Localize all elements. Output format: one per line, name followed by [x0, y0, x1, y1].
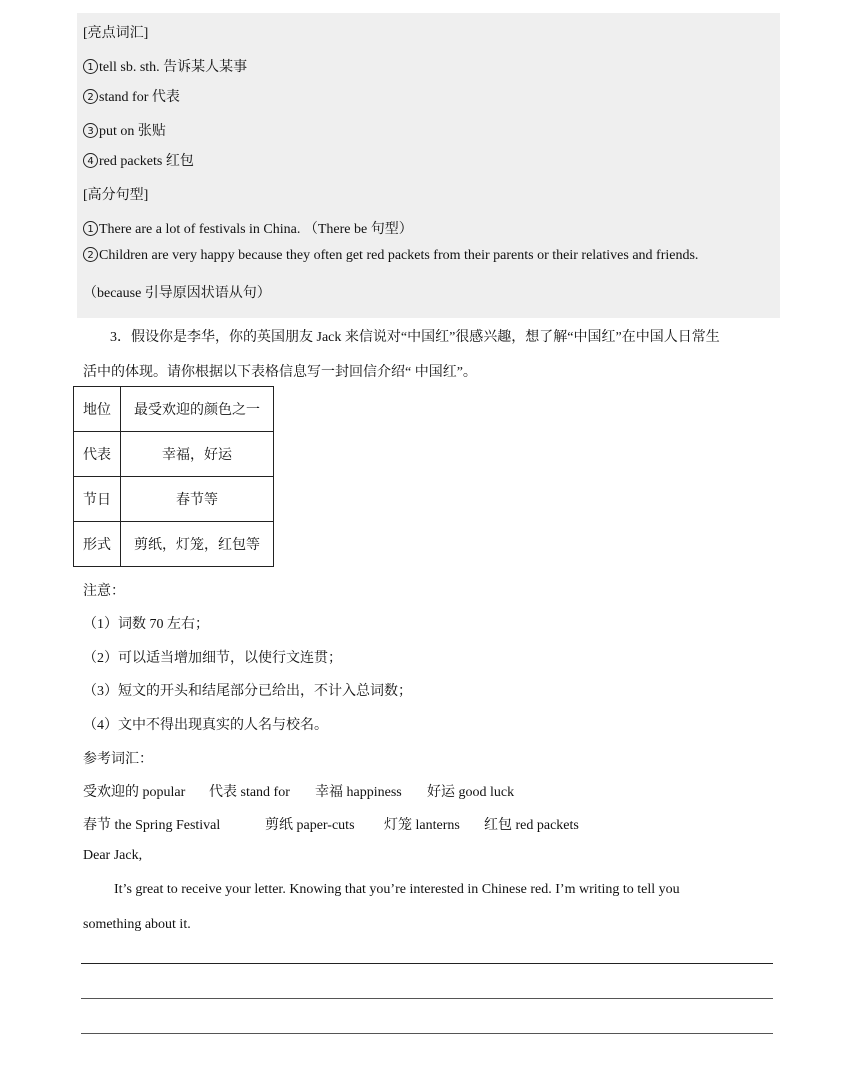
reference-header: 参考词汇： — [83, 752, 153, 767]
letter-paragraph-line: It’s great to receive your letter. Knowing that you’re interested in Chinese red. I’m writing to tell you — [114, 882, 680, 897]
sentence-text: Children are very happy because they often get red packets from their parents or their relatives and friends. — [99, 248, 699, 263]
vocab-item — [83, 86, 180, 106]
sentence-header: [高分句型] — [83, 188, 149, 203]
reference-term: 剪纸 paper-cuts — [265, 818, 355, 833]
info-table — [73, 386, 274, 567]
table-key: 节日 — [74, 477, 121, 522]
table-value: 春节等 — [121, 477, 274, 522]
vocab-text: tell sb. sth. 告诉某人某事 — [99, 60, 248, 75]
reference-term: 灯笼 lanterns — [384, 818, 460, 833]
vocab-header: [亮点词汇] — [83, 26, 149, 41]
reference-term: 代表 stand for — [209, 785, 290, 800]
circled-number: 2 — [83, 89, 98, 104]
table-key: 代表 — [74, 432, 121, 477]
vocab-text: red packets 红包 — [99, 154, 194, 169]
answer-line[interactable] — [81, 1033, 773, 1034]
note-item: （2）可以适当增加细节，以使行文连贯； — [83, 651, 342, 666]
table-key: 地位 — [74, 387, 121, 432]
answer-line[interactable] — [81, 998, 773, 999]
reference-term: 受欢迎的 popular — [83, 785, 186, 800]
sentence-text: There are a lot of festivals in China. （There be 句型） — [99, 222, 413, 237]
table-row — [74, 432, 274, 477]
vocab-text: stand for 代表 — [99, 90, 180, 105]
table-key: 形式 — [74, 522, 121, 567]
letter-paragraph-line: something about it. — [83, 917, 191, 932]
vocab-item — [83, 56, 247, 76]
circled-number: 4 — [83, 153, 98, 168]
question-line-2: 活中的体现。请你根据以下表格信息写一封回信介绍“ 中国红”。 — [83, 365, 477, 380]
reference-term: 红包 red packets — [484, 818, 579, 833]
circled-number: 1 — [83, 59, 98, 74]
vocab-item — [83, 120, 166, 140]
table-row — [74, 387, 274, 432]
vocab-text: put on 张贴 — [99, 124, 166, 139]
circled-number: 2 — [83, 247, 98, 262]
circled-number: 3 — [83, 123, 98, 138]
sentence-item — [83, 218, 413, 238]
note-item: （4）文中不得出现真实的人名与校名。 — [83, 718, 328, 733]
vocab-item — [83, 150, 194, 170]
letter-greeting: Dear Jack, — [83, 848, 143, 863]
reference-term: 幸福 happiness — [315, 785, 402, 800]
question-line-1: 3．假设你是李华，你的英国朋友 Jack 来信说对“中国红”很感兴趣，想了解“中国红”在中国人日常生 — [110, 330, 720, 345]
notes-header: 注意： — [83, 584, 125, 599]
reference-term: 好运 good luck — [427, 785, 515, 800]
table-value: 最受欢迎的颜色之一 — [121, 387, 274, 432]
circled-number: 1 — [83, 221, 98, 236]
sentence-note: （because 引导原因状语从句） — [83, 286, 271, 301]
reference-term: 春节 the Spring Festival — [83, 818, 221, 833]
table-value: 剪纸，灯笼，红包等 — [121, 522, 274, 567]
table-value: 幸福，好运 — [121, 432, 274, 477]
sentence-item — [83, 248, 698, 264]
note-item: （3）短文的开头和结尾部分已给出，不计入总词数； — [83, 684, 412, 699]
answer-line[interactable] — [81, 963, 773, 964]
table-row — [74, 477, 274, 522]
table-row — [74, 522, 274, 567]
note-item: （1）词数 70 左右； — [83, 617, 209, 632]
